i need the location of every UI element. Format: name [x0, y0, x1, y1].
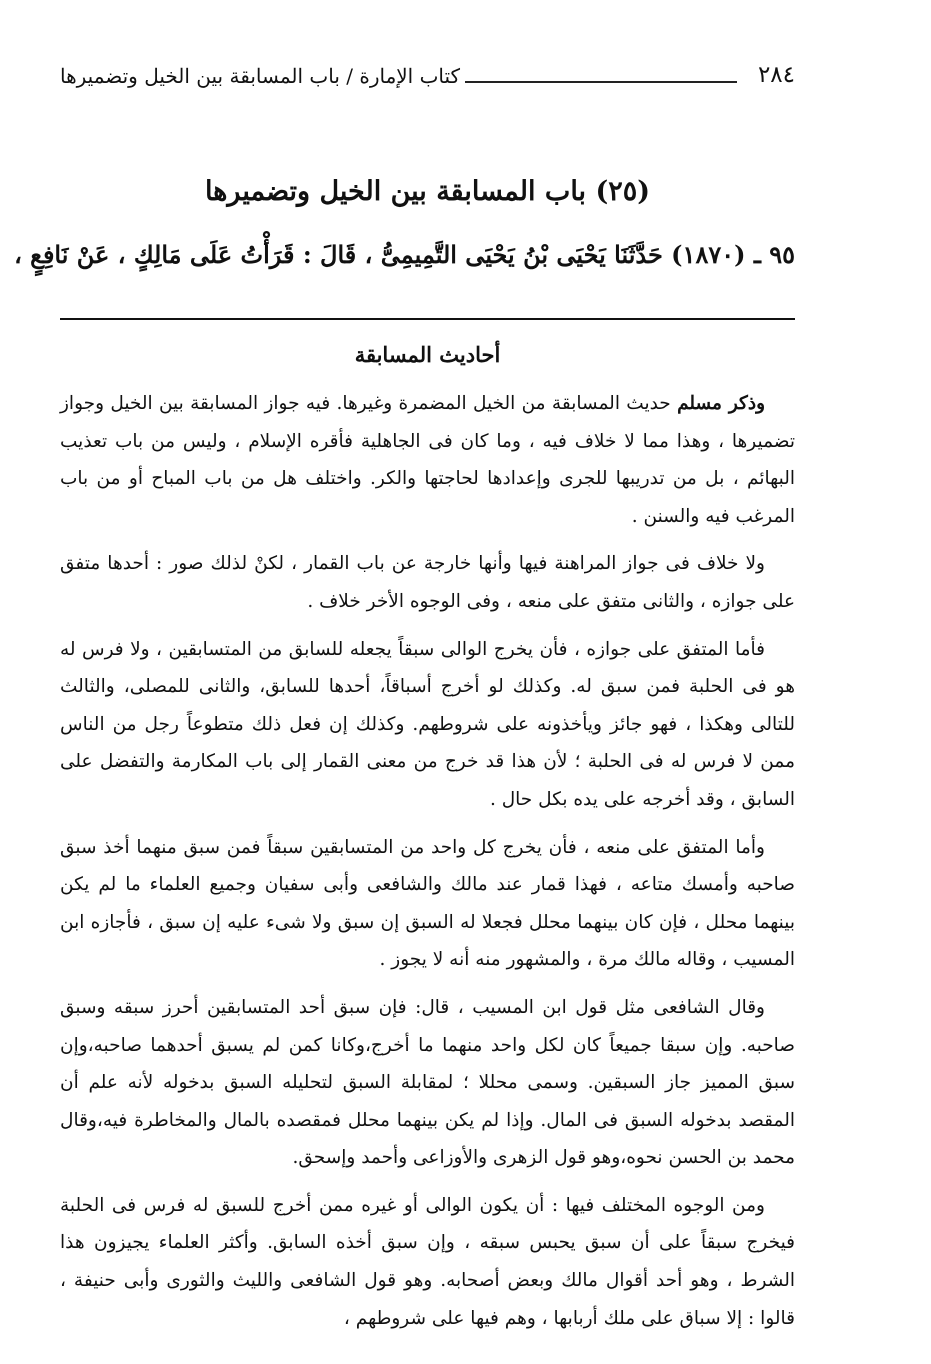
commentary-body — [60, 385, 795, 1347]
header-rule — [465, 81, 737, 83]
paragraph-text: وقال الشافعى مثل قول ابن المسيب ، قال: فإن سبق أحد المتسابقين أحرز سبقه وسبق صاحبه. وإن سبقا جميعاً كان لكل واحد منهما ما أخرج،وكانا كمن لم يسبق أحدهما صاحبه،وإن سبق المميز جاز السبقين. وسمى محللا ؛ لمقابلة السبق لتحليله السبق بدخوله لأنه علم أن المقصد بدخوله السبق فى المال. وإذا لم يكن بينهما محلل فمقصده بالمال والمخاطرة فيه،وقال محمد بن الحسن نحوه،وهو قول الزهرى والأوزاعى وأحمد وإسحق. — [60, 996, 795, 1169]
commentary-paragraph — [60, 545, 795, 620]
paragraph-text: وأما المتفق على منعه ، فأن يخرج كل واحد من المتسابقين سبقاً فمن سبق منهما أخذ سبق صاحبه وأمسك متاعه ، فهذا قمار عند مالك والشافعى وأبى سفيان وجميع العلماء ما لم يكن بينهما محلل ، فإن كان بينهما محلل فجعلا له السبق إن سبق ولا شىء عليه إن سبق ، فأجازه ابن المسيب ، وقاله مالك مرة ، والمشهور منه أنه لا يجوز . — [60, 836, 795, 971]
paragraph-lead: وذكر مسلم — [677, 393, 766, 414]
commentary-paragraph — [60, 631, 795, 819]
hadith-isnad-line: ٩٥ ـ (١٨٧٠) حَدَّثَنَا يَحْيَى بْنُ يَحْيَى التَّمِيمِىُّ ، قَالَ : قَرَأْتُ عَلَى مَالِكٍ ، عَنْ نَافِعٍ ، — [14, 240, 795, 269]
commentary-paragraph — [60, 1187, 795, 1337]
commentary-title: أحاديث المسابقة — [354, 342, 501, 367]
commentary-paragraph — [60, 829, 795, 979]
page-number: ٢٨٤ — [757, 62, 795, 88]
commentary-paragraph — [60, 989, 795, 1177]
text-commentary-divider — [60, 318, 795, 320]
paragraph-text: حديث المسابقة من الخيل المضمرة وغيرها. فيه جواز المسابقة بين الخيل وجواز تضميرها ، وهذا مما لا خلاف فيه ، وما كان فى الجاهلية فأقره الإسلام ، وليس من باب تعذيب البهائم ، بل من تدريبها للجرى وإعدادها لحاجتها والكر. واختلف هل من باب المباح أو من باب المرغب فيه والسنن . — [60, 393, 795, 527]
commentary-paragraph — [60, 385, 795, 535]
running-header-title: كتاب الإمارة / باب المسابقة بين الخيل وتضميرها — [60, 64, 461, 88]
paragraph-text: ومن الوجوه المختلف فيها : أن يكون الوالى أو غيره ممن أخرج للسبق له فرس فى الحلبة فيخرج سبقاً على أن سبق يحبس سبقه ، وإن سبق أخذه السابق. وأكثر العلماء يجيزون هذا الشرط ، وهو أحد أقوال مالك وبعض أصحابه. وهو قول الشافعى والليث والثورى وأبى حنيفة ، قالوا : إلا سباق على ملك أربابها ، وهم فيها على شروطهم ، — [60, 1194, 795, 1329]
paragraph-text: فأما المتفق على جوازه ، فأن يخرج الوالى سبقاً يجعله للسابق من المتسابقين ، ولا فرس له هو فى الحلبة فمن سبق له. وكذلك لو أخرج أسباقاً، أحدها للسابق، والثانى للمصلى، والثالث للتالى وهكذا ، فهو جائز ويأخذونه على شروطهم. وكذلك إن فعل ذلك متطوعاً رجل من الناس ممن لا فرس له فى الحلبة ؛ لأن هذا قد خرج من معنى القمار إلى باب المكارمة والتفضل على السابق ، وقد أخرجه على يده بكل حال . — [60, 638, 795, 810]
running-header — [60, 62, 795, 94]
chapter-heading: (٢٥) باب المسابقة بين الخيل وتضميرها — [204, 176, 651, 207]
paragraph-text: ولا خلاف فى جواز المراهنة فيها وأنها خارجة عن باب القمار ، لكنْ لذلك صور : أحدها متفق على جوازه ، والثانى متفق على منعه ، وفى الوجوه الأخر خلاف . — [60, 553, 795, 612]
